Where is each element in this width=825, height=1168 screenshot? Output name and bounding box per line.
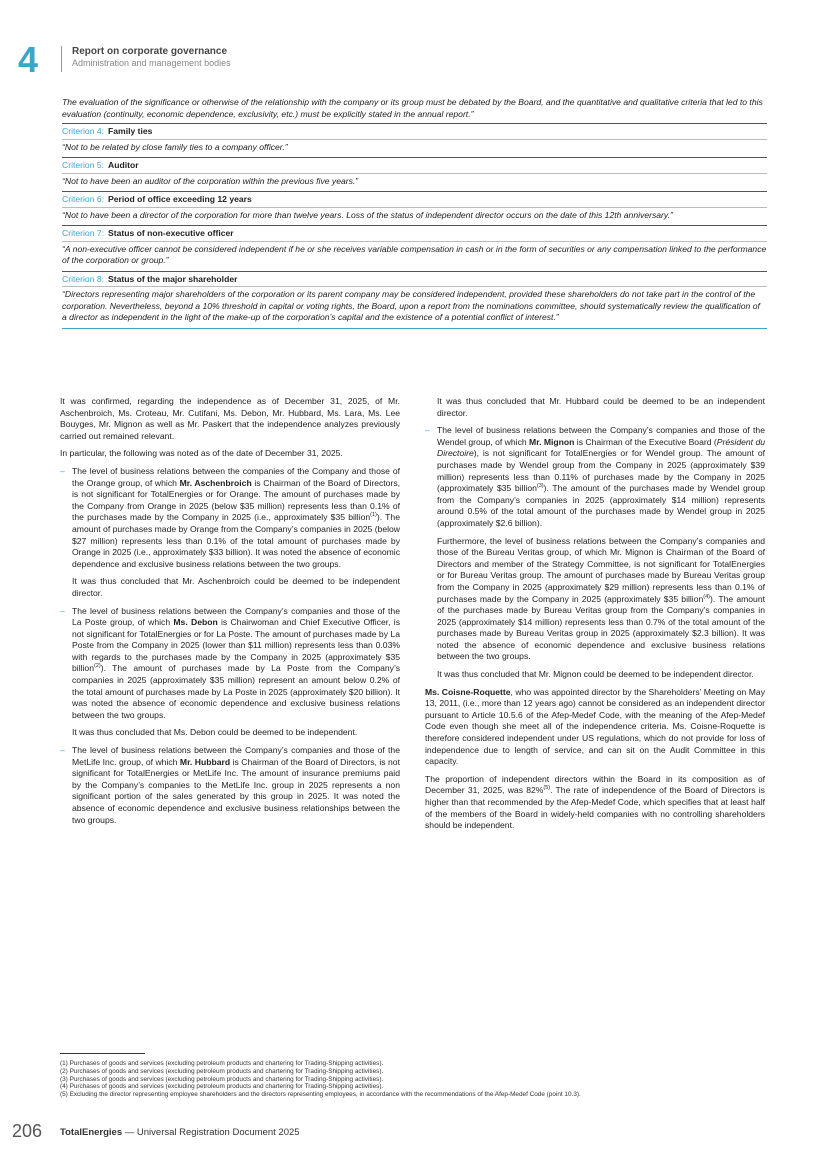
paragraph: In particular, the following was noted as of the date of December 31, 2025.: [60, 448, 343, 459]
paragraph: Furthermore, the level of business relations between the Company’s companies and those of the Bureau Veritas group, of which Mr. Mignon is Chairman of the Board of Directors and member of the Strategy Committee, is not significant for TotalEnergies or for Bureau Veritas group. The amount of purchases made by Bureau Veritas group from the Company in 2025 (approximately $29 million) represents less than 0.1% of purchases made by the Company in 2025 (approximately $35 billion$^{(4)}$). The amount of the purchases made by Bureau Veritas group from the Company’s companies in 2025 (approximately $14 million) represents less than 0.7% of the total amount of the purchases made by Bureau Veritas group in 2025 (approximately $2.3 billion). It was noted the absence of economic dependence and exclusive business relations between the two groups.: [437, 535, 765, 662]
footnote: (5) Excluding the director representing employee shareholders and the directors representing employees, in accordance with the recommendations of the Afep-Medef Code (point 10.3).: [60, 1091, 581, 1099]
footnotes: [60, 1060, 770, 1099]
section-subtitle: Administration and management bodies: [72, 58, 231, 68]
footnote: (4) Purchases of goods and services (excluding petroleum products and chartering for Trading-Shipping activities).: [60, 1083, 384, 1091]
criterion-quote: “Directors representing major shareholders of the corporation or its parent company may be considered independent, provided these shareholders do not take part in the control of the corporation. Nevertheless, beyond a 10% threshold in capital or voting rights, the Board, upon a report from the nominations committee, should systematically review the qualification of a director as independent in the light of the make-up of the corporation’s capital and the existence of a potential conflict of interest.”: [62, 287, 767, 329]
criterion-label: Criterion 8:: [62, 273, 105, 284]
document-title: — Universal Registration Document 2025: [122, 1127, 300, 1138]
criterion-quote: “A non-executive officer cannot be considered independent if he or she receives variable compensation in cash or in the form of securities or any compensation linked to the performance of the corporation or group.”: [62, 242, 767, 272]
criterion-heading: [62, 158, 767, 174]
criterion-quote: “Not to have been a director of the corporation for more than twelve years. Loss of the status of independent director occurs on the date of this 12th anniversary.”: [62, 208, 767, 227]
chapter-number: 4: [18, 39, 39, 80]
conclusion: It was thus concluded that Mr. Mignon could be deemed to be independent director.: [437, 669, 754, 680]
dash-bullet-icon: –: [60, 605, 65, 616]
criterion-label: Criterion 6:: [62, 194, 105, 204]
dash-bullet-icon: –: [425, 425, 430, 436]
paragraph: Ms. Coisne-Roquette, who was appointed director by the Shareholders’ Meeting on May 13, 2011, (i.e., more than 12 years ago) cannot be considered as an independent director pursuant to Article 10.5.6 of the Afep-Medef Code, with the meaning of the Afep-Medef Code even though she meet all of the independence criteria. Ms. Coisne-Roquette is therefore considered independent under US regulations, which do not provide for loss of independence due to length of service, and can sit on the Audit Committee in this capacity.: [425, 686, 765, 767]
criterion-heading: [62, 272, 767, 288]
section-title: Report on corporate governance: [72, 46, 228, 57]
footnote-divider: [60, 1053, 145, 1054]
conclusion: It was thus concluded that Ms. Debon could be deemed to be independent.: [72, 727, 358, 738]
paragraph: It was confirmed, regarding the independence as of December 31, 2025, of Mr. Aschenbroich, Ms. Croteau, Mr. Cutifani, Ms. Debon, Mr. Hubbard, Ms. Lara, Ms. Lee Bouyges, Mr. Mignon as well as Mr. Paskert that the independence analyzes previously carried out remained relevant.: [60, 396, 400, 441]
criterion-quote: “Not to be related by close family ties to a company officer.”: [62, 140, 767, 159]
bullet-item: – The level of business relations between the Company’s companies and those of the MetLife Inc. group, of which Mr. Hubbard is Chairman of the Board of Directors, is not significant for TotalEnergies or MetLife Inc. The amount of insurance premiums paid by the Company’s companies to the MetLife Inc. group in 2025 represents a non significant portion of the sales generated by this group in 2025. It was noted the absence of economic dependence and exclusive business relationships between the two groups.: [60, 745, 400, 825]
footer-text: [60, 1127, 300, 1139]
bullet-item: – The level of business relations between the companies of the Company and those of the Orange group, of which Mr. Aschenbroich is Chairman of the Board of Directors, is not significant for TotalEnergies or for Orange. The amount of purchases made by the Company from Orange in 2025 (below $35 million) represents less than 0.1% of the purchases made by the Company in 2025 (i.e., approximately $35 billion$^{(1)}$). The amount of purchases made by Orange from the Company’s companies in 2025 (below $27 million) represents less than 0.1% of the total amount of purchases made by Orange in 2025 (i.e., approximately $33 billion). It was noted the absence of economic dependence and exclusive business relations between the two groups.: [60, 465, 401, 569]
criterion-label: Criterion 4:: [62, 126, 105, 136]
criterion-label: Criterion 7:: [62, 228, 105, 238]
bullet-item: – The level of business relations between the Company’s companies and those of the Wendel group, of which Mr. Mignon is Chairman of the Executive Board (Président du Directoire), is not significant for TotalEnergies or for Wendel group. The amount of purchases made by Wendel group from the Company in 2025 (approximately $39 million) represents less than 0.11% of purchases made by the Company in 2025 (approximately $35 billion$^{(3)}$). The amount of the purchases made by Wendel group from the Company’s companies in 2025 (approximately $14 million) represents around 0.5% of the total amount of the purchases made by Wendel group in 2025 (approximately $2.6 billion).: [425, 425, 766, 528]
dash-bullet-icon: –: [60, 745, 65, 756]
bullet-item: – The level of business relations between the Company’s companies and those of the La Poste group, of which Ms. Debon is Chairwoman and Chief Executive Officer, is not significant for TotalEnergies or for La Poste. The amount of purchases made by La Poste from the Company in 2025 (lower than $11 million) represents less than 0.03% with regards to the purchases made by the Company in 2025 (approximately $35 billion$^{(2)}$). The amount of purchases made by La Poste from the Company’s companies in 2025 (approximately $35 million) represent an amount below 0.2% of the total amount of purchases made by La Poste in 2025 (approximately $20 billion). It was noted the absence of economic dependence and exclusive business relations between the two groups.: [60, 605, 400, 720]
criterion-title: Period of office exceeding 12 years: [108, 194, 252, 204]
criterion-heading: [62, 192, 767, 208]
criterion-quote: “Not to have been an auditor of the corporation within the previous five years.”: [62, 174, 767, 193]
left-column: [60, 396, 400, 832]
criterion-title: Auditor: [108, 160, 139, 170]
criterion-heading: [62, 226, 767, 242]
criterion-title: Status of the major shareholder: [108, 273, 238, 284]
criterion-label: Criterion 5:: [62, 160, 105, 170]
page-number: 206: [12, 1121, 43, 1141]
footnote: (3) Purchases of goods and services (excluding petroleum products and chartering for Trading-Shipping activities).: [60, 1075, 384, 1083]
conclusion: It was thus concluded that Mr. Hubbard could be deemed to be an independent director.: [437, 396, 765, 418]
criterion-title: Family ties: [108, 126, 153, 136]
footnote: (1) Purchases of goods and services (excluding petroleum products and chartering for Trading-Shipping activities).: [60, 1060, 384, 1067]
brand-name: TotalEnergies: [60, 1127, 123, 1138]
criteria-table: [62, 97, 767, 329]
right-column: [425, 396, 765, 838]
paragraph: The proportion of independent directors within the Board in its composition as of December 31, 2025, was 82%$^{(5)}$. The rate of independence of the Board of Directors is higher than that recommended by the Afep-Medef Code, which specifies that at least half of the members of the Board in widely-held companies with no controlling shareholders should be independent.: [425, 773, 765, 831]
criterion-heading: [62, 124, 767, 140]
footnote: (2) Purchases of goods and services (excluding petroleum products and chartering for Trading-Shipping activities).: [60, 1067, 384, 1075]
criteria-intro: The evaluation of the significance or otherwise of the relationship with the company or its group must be debated by the Board, and the quantitative and qualitative criteria that led to this evaluation (continuity, economic dependence, exclusivity, etc.) must be explicitly stated in the annual report.”: [62, 97, 767, 124]
dash-bullet-icon: –: [60, 465, 65, 476]
criterion-title: Status of non-executive officer: [108, 228, 234, 238]
header-divider: [61, 46, 62, 72]
conclusion: It was thus concluded that Mr. Aschenbroich could be deemed to be independent director.: [72, 576, 400, 598]
